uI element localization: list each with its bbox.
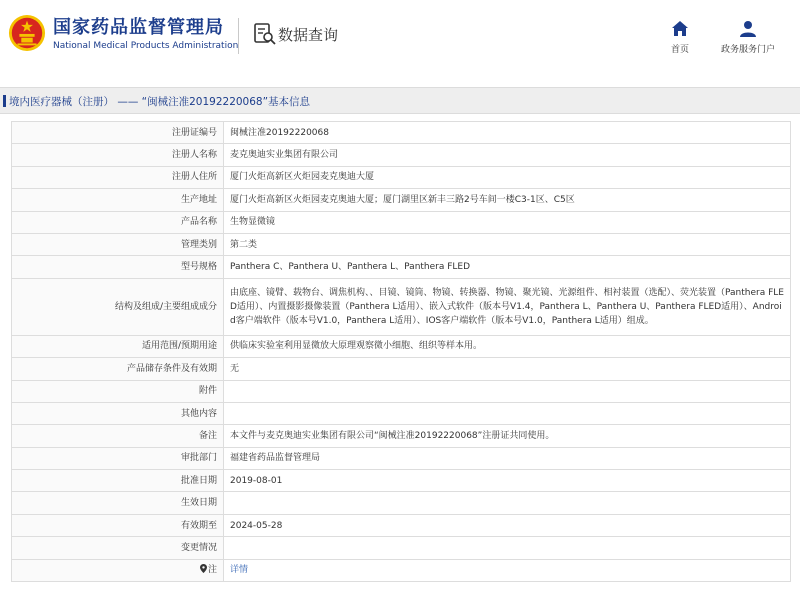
row-value: 2019-08-01 (224, 470, 791, 492)
row-value: 本文件与麦克奥迪实业集团有限公司“闽械注准20192220068”注册证共同使用。 (224, 425, 791, 447)
row-label: 备注 (12, 425, 224, 447)
table-row (12, 256, 791, 278)
table-row (12, 233, 791, 255)
table-row (12, 358, 791, 380)
row-value (224, 537, 791, 559)
row-label: 注册证编号 (12, 122, 224, 144)
row-label: 其他内容 (12, 402, 224, 424)
table-row (12, 470, 791, 492)
note-label: 注 (207, 565, 217, 576)
row-value: 生物显微镜 (224, 211, 791, 233)
table-row (12, 447, 791, 469)
row-label: 注册人住所 (12, 166, 224, 188)
row-value (224, 492, 791, 514)
row-label: 型号规格 (12, 256, 224, 278)
page-title: 境内医疗器械（注册） —— “闽械注准20192220068”基本信息 (9, 96, 311, 108)
home-icon (671, 20, 689, 38)
table-row (12, 402, 791, 424)
row-value: 2024-05-28 (224, 514, 791, 536)
row-value: 供临床实验室利用显微放大原理观察微小细胞、组织等样本用。 (224, 335, 791, 357)
row-value: 厦门火炬高新区火炬园麦克奥迪大厦 (224, 166, 791, 188)
location-pin-icon (200, 564, 207, 573)
row-label: 生产地址 (12, 189, 224, 211)
row-value: Panthera C、Panthera U、Panthera L、Panthera FLED (224, 256, 791, 278)
nav-home-link[interactable] (660, 20, 700, 55)
row-label: 产品名称 (12, 211, 224, 233)
site-header (0, 0, 800, 85)
details-link[interactable]: 详情 (230, 565, 249, 576)
row-value: 闽械注准20192220068 (224, 122, 791, 144)
row-label: 批准日期 (12, 470, 224, 492)
row-label: 适用范围/预期用途 (12, 335, 224, 357)
table-row-note (12, 559, 791, 581)
title-accent-bar (3, 95, 6, 107)
table-row (12, 211, 791, 233)
table-row (12, 189, 791, 211)
row-label: 结构及组成/主要组成成分 (12, 278, 224, 335)
row-value: 厦门火炬高新区火炬园麦克奥迪大厦；厦门湖里区新丰三路2号车间一楼C3-1区、C5区 (224, 189, 791, 211)
row-label: 有效期至 (12, 514, 224, 536)
row-label: 管理类别 (12, 233, 224, 255)
row-value: 第二类 (224, 233, 791, 255)
data-query-icon (254, 22, 276, 46)
row-label: 产品储存条件及有效期 (12, 358, 224, 380)
table-row (12, 122, 791, 144)
national-emblem-icon (8, 14, 46, 52)
row-label: 附件 (12, 380, 224, 402)
table-row (12, 537, 791, 559)
table-row (12, 278, 791, 335)
data-query-title: 数据查询 (278, 26, 339, 44)
row-value (224, 380, 791, 402)
org-name-en: National Medical Products Administration (53, 41, 239, 51)
user-icon (739, 20, 757, 38)
note-label-cell (12, 559, 224, 581)
note-value-cell (224, 559, 791, 581)
table-row (12, 144, 791, 166)
table-row (12, 335, 791, 357)
nav-gov-portal-link[interactable] (712, 20, 784, 55)
row-label: 审批部门 (12, 447, 224, 469)
row-value: 福建省药品监督管理局 (224, 447, 791, 469)
table-row (12, 166, 791, 188)
table-row (12, 492, 791, 514)
page-title-bar (0, 87, 800, 114)
row-value: 无 (224, 358, 791, 380)
nav-gov-portal-label: 政务服务门户 (720, 45, 775, 55)
row-label: 生效日期 (12, 492, 224, 514)
row-label: 注册人名称 (12, 144, 224, 166)
row-label: 变更情况 (12, 537, 224, 559)
registration-info-table (11, 121, 791, 582)
nav-home-label: 首页 (670, 45, 689, 55)
row-value: 由底座、镜臂、载物台、调焦机构、、目镜、镜筒、物镜、转换器、物镜、聚光镜、光源组件、相衬装置（选配）、荧光装置（Panthera FLED适用）、内置摄影摄像装置（Panthera L适用）、嵌入式软件（版本号V1.4，Panthera L、Panthera U、Panthera FLED适用）、Android客户端软件（版本号V1.0，Panthera L适用）、IOS客户端软件（版本号V1.0，Panthera L适用）组成。 (224, 278, 791, 335)
table-row (12, 514, 791, 536)
header-divider (238, 18, 239, 54)
row-value: 麦克奥迪实业集团有限公司 (224, 144, 791, 166)
row-value (224, 402, 791, 424)
table-row (12, 425, 791, 447)
org-name-cn: 国家药品监督管理局 (53, 17, 224, 38)
table-row (12, 380, 791, 402)
